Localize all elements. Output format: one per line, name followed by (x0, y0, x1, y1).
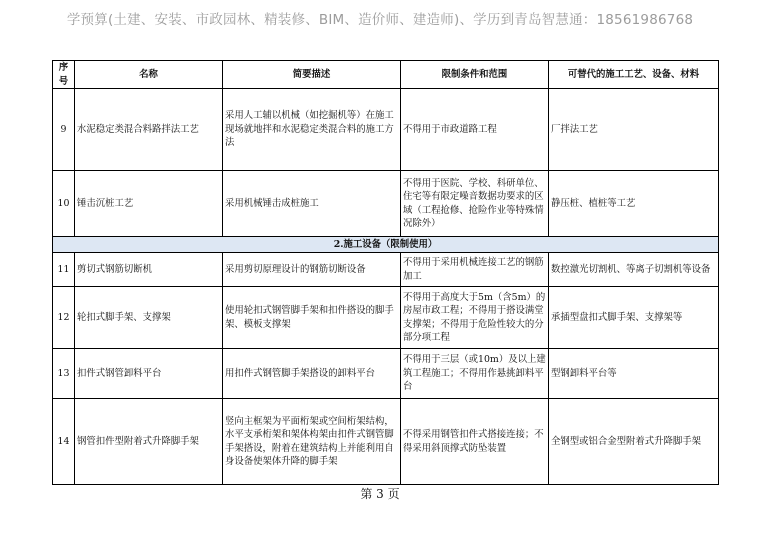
page-number: 第 3 页 (360, 487, 400, 501)
row-limits: 不得用于医院、学校、科研单位、住宅等有限定噪音数据功要求的区域（工程抢修、抢险作业等特殊情况除外） (401, 171, 549, 237)
row-description: 采用人工辅以机械（如挖掘机等）在施工现场就地拌和水泥稳定类混合料的施工方法 (223, 89, 401, 171)
row-name: 钢管扣件型附着式升降脚手架 (75, 399, 223, 485)
row-name: 扣件式钢管卸料平台 (75, 349, 223, 399)
row-alternatives: 承插型盘扣式脚手架、支撑架等 (549, 287, 719, 349)
banner-ad-text: 学预算(土建、安装、市政园林、精装修、BIM、造价师、建造师)、学历到青岛智慧通：18561986768 (66, 12, 694, 28)
row-name: 轮扣式脚手架、支撑架 (75, 287, 223, 349)
row-name: 剪切式钢筋切断机 (75, 253, 223, 287)
row-index: 10 (53, 171, 75, 237)
restricted-processes-table (52, 60, 719, 485)
row-alternatives: 全钢型或铝合金型附着式升降脚手架 (549, 399, 719, 485)
table-row (53, 253, 719, 287)
section-header-row (53, 237, 719, 253)
row-alternatives: 型钢卸料平台等 (549, 349, 719, 399)
row-index: 11 (53, 253, 75, 287)
table-header-row (53, 61, 719, 89)
table-row (53, 287, 719, 349)
table-row (53, 171, 719, 237)
row-index: 14 (53, 399, 75, 485)
row-limits: 不得用于市政道路工程 (401, 89, 549, 171)
table-row (53, 399, 719, 485)
header-index: 序号 (53, 61, 75, 89)
row-alternatives: 静压桩、植桩等工艺 (549, 171, 719, 237)
row-limits: 不得用于三层（或10m）及以上建筑工程施工；不得用作悬挑卸料平台 (401, 349, 549, 399)
row-index: 13 (53, 349, 75, 399)
row-limits: 不得采用钢管扣件式搭接连接；不得采用斜顶撑式防坠装置 (401, 399, 549, 485)
row-limits: 不得用于采用机械连接工艺的钢筋加工 (401, 253, 549, 287)
row-index: 9 (53, 89, 75, 171)
row-limits: 不得用于高度大于5m（含5m）的房屋市政工程；不得用于搭设满堂支撑架；不得用于危险性较大的分部分项工程 (401, 287, 549, 349)
header-alternatives: 可替代的施工工艺、设备、材料 (549, 61, 719, 89)
row-alternatives: 数控激光切割机、等离子切割机等设备 (549, 253, 719, 287)
table-row (53, 89, 719, 171)
section-title: 2.施工设备（限制使用） (53, 237, 719, 253)
row-description: 使用轮扣式钢管脚手架和扣件搭设的脚手架、模板支撑架 (223, 287, 401, 349)
row-name: 水泥稳定类混合料路拌法工艺 (75, 89, 223, 171)
row-alternatives: 厂拌法工艺 (549, 89, 719, 171)
row-description: 竖向主框架为平面桁架或空间桁架结构，水平支承桁架和架体构架由扣件式钢管脚手架搭设，附着在建筑结构上并能利用自身设备使架体升降的脚手架 (223, 399, 401, 485)
row-description: 采用剪切原理设计的钢筋切断设备 (223, 253, 401, 287)
row-index: 12 (53, 287, 75, 349)
header-description: 简要描述 (223, 61, 401, 89)
row-description: 采用机械锤击成桩施工 (223, 171, 401, 237)
header-name: 名称 (75, 61, 223, 89)
row-description: 用扣件式钢管脚手架搭设的卸料平台 (223, 349, 401, 399)
table-row (53, 349, 719, 399)
row-name: 锤击沉桩工艺 (75, 171, 223, 237)
header-limits: 限制条件和范围 (401, 61, 549, 89)
